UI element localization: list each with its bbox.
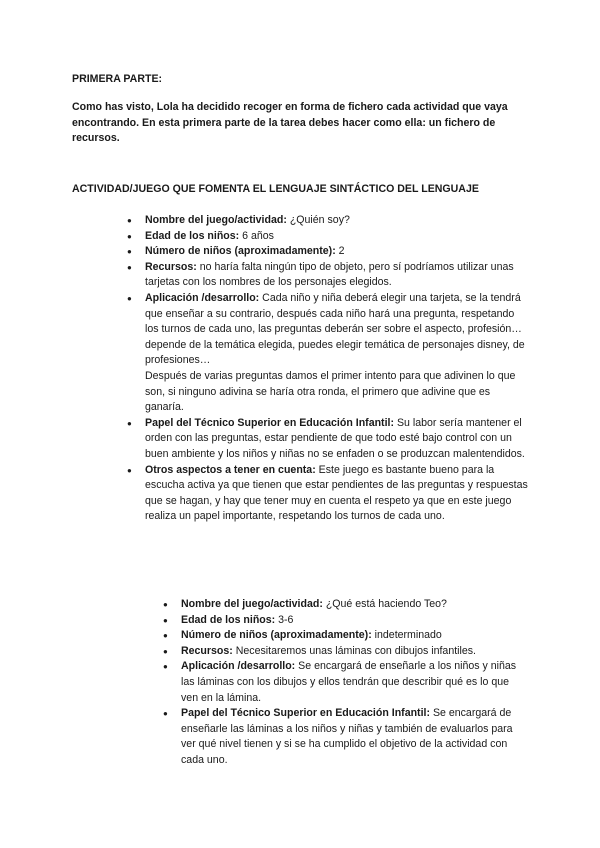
item-label: Edad de los niños:: [181, 613, 276, 626]
item-text: Su labor sería mantener el orden con las preguntas, estar pendiente de que todo esté bajo control con un buen ambiente y los niños y niñas no se enfaden o se produzcan malentendidos.: [145, 416, 525, 460]
list-item: [181, 613, 526, 629]
item-label: Recursos:: [145, 260, 197, 273]
item-label: Aplicación /desarrollo:: [145, 291, 260, 304]
item-text: ¿Quién soy?: [286, 214, 350, 226]
list-item: [181, 706, 526, 768]
item-text: 6 años: [239, 229, 274, 242]
list-item: [181, 597, 526, 613]
list-item: [181, 659, 526, 706]
list-item: [145, 213, 530, 229]
item-label: Papel del Técnico Superior en Educación Infantil:: [181, 707, 430, 720]
list-item: [145, 244, 530, 260]
intro-paragraph: Como has visto, Lola ha decidido recoger en forma de fichero cada actividad que vaya encontrando. En esta primera parte de la tarea debes hacer como ella: un fichero de recursos.: [72, 101, 508, 145]
item-extra-text: Después de varias preguntas damos el primer intento para que adivinen lo que son, si ninguno adivina se haría otra ronda, el primero que adivine que es ganaría.: [145, 369, 516, 414]
list-item: [145, 260, 530, 291]
item-text: indeterminado: [371, 629, 442, 642]
activity-heading: ACTIVIDAD/JUEGO QUE FOMENTA EL LENGUAJE SINTÁCTICO DEL LENGUAJE: [72, 183, 479, 195]
item-label: Número de niños (aproximadamente):: [181, 629, 372, 642]
list-item: [145, 416, 530, 463]
item-label: Nombre del juego/actividad:: [181, 598, 323, 610]
list-item: [181, 644, 526, 660]
item-label: Número de niños (aproximadamente):: [145, 245, 336, 258]
list-item: [145, 291, 530, 416]
item-label: Otros aspectos a tener en cuenta:: [145, 463, 316, 476]
item-label: Recursos:: [181, 644, 233, 657]
item-text: Se encargará de enseñarle a los niños y niñas las láminas con los dibujos y ellos tendrán que describir qué es lo que ven en la lámina.: [181, 660, 517, 704]
item-text: Este juego es bastante bueno para la escucha activa ya que tienen que estar pendientes de las preguntas y respuestas que se hagan, y hay que tener muy en cuenta el respeto ya que en este juego realiza un papel importante, respetando los turnos de cada uno.: [145, 463, 528, 523]
item-text: Se encargará de enseñarle las láminas a los niños y niñas y también de evaluarlos para ver qué nivel tienen y si se ha cumplido el objetivo de la actividad con cada uno.: [181, 707, 513, 766]
list-item: [181, 628, 526, 644]
item-text: Cada niño y niña deberá elegir una tarjeta, se la tendrá que enseñar a su contrario, después cada niño hará una pregunta, respetando los turnos de cada uno, las preguntas deberán ser sobre el aspecto, profesión… depende de la temática elegida, puedes elegir temática de personajes disney, de profesiones…: [145, 291, 525, 367]
item-label: Papel del Técnico Superior en Educación Infantil:: [145, 416, 394, 429]
list-item: [145, 463, 530, 525]
item-text: no haría falta ningún tipo de objeto, pero sí podríamos utilizar unas tarjetas con los nombres de los personajes elegidos.: [145, 260, 514, 289]
activity-1-list: [145, 213, 530, 525]
item-label: Aplicación /desarrollo:: [181, 660, 296, 673]
item-text: Necesitaremos unas láminas con dibujos infantiles.: [232, 644, 477, 657]
section-heading-primera-parte: PRIMERA PARTE:: [72, 73, 163, 85]
item-text: 2: [335, 245, 345, 258]
activity-2-list: [181, 597, 526, 769]
item-label: Nombre del juego/actividad:: [145, 214, 287, 226]
list-item: [145, 229, 530, 245]
item-text: ¿Qué está haciendo Teo?: [322, 598, 447, 610]
item-text: 3-6: [275, 613, 294, 626]
item-label: Edad de los niños:: [145, 229, 240, 242]
